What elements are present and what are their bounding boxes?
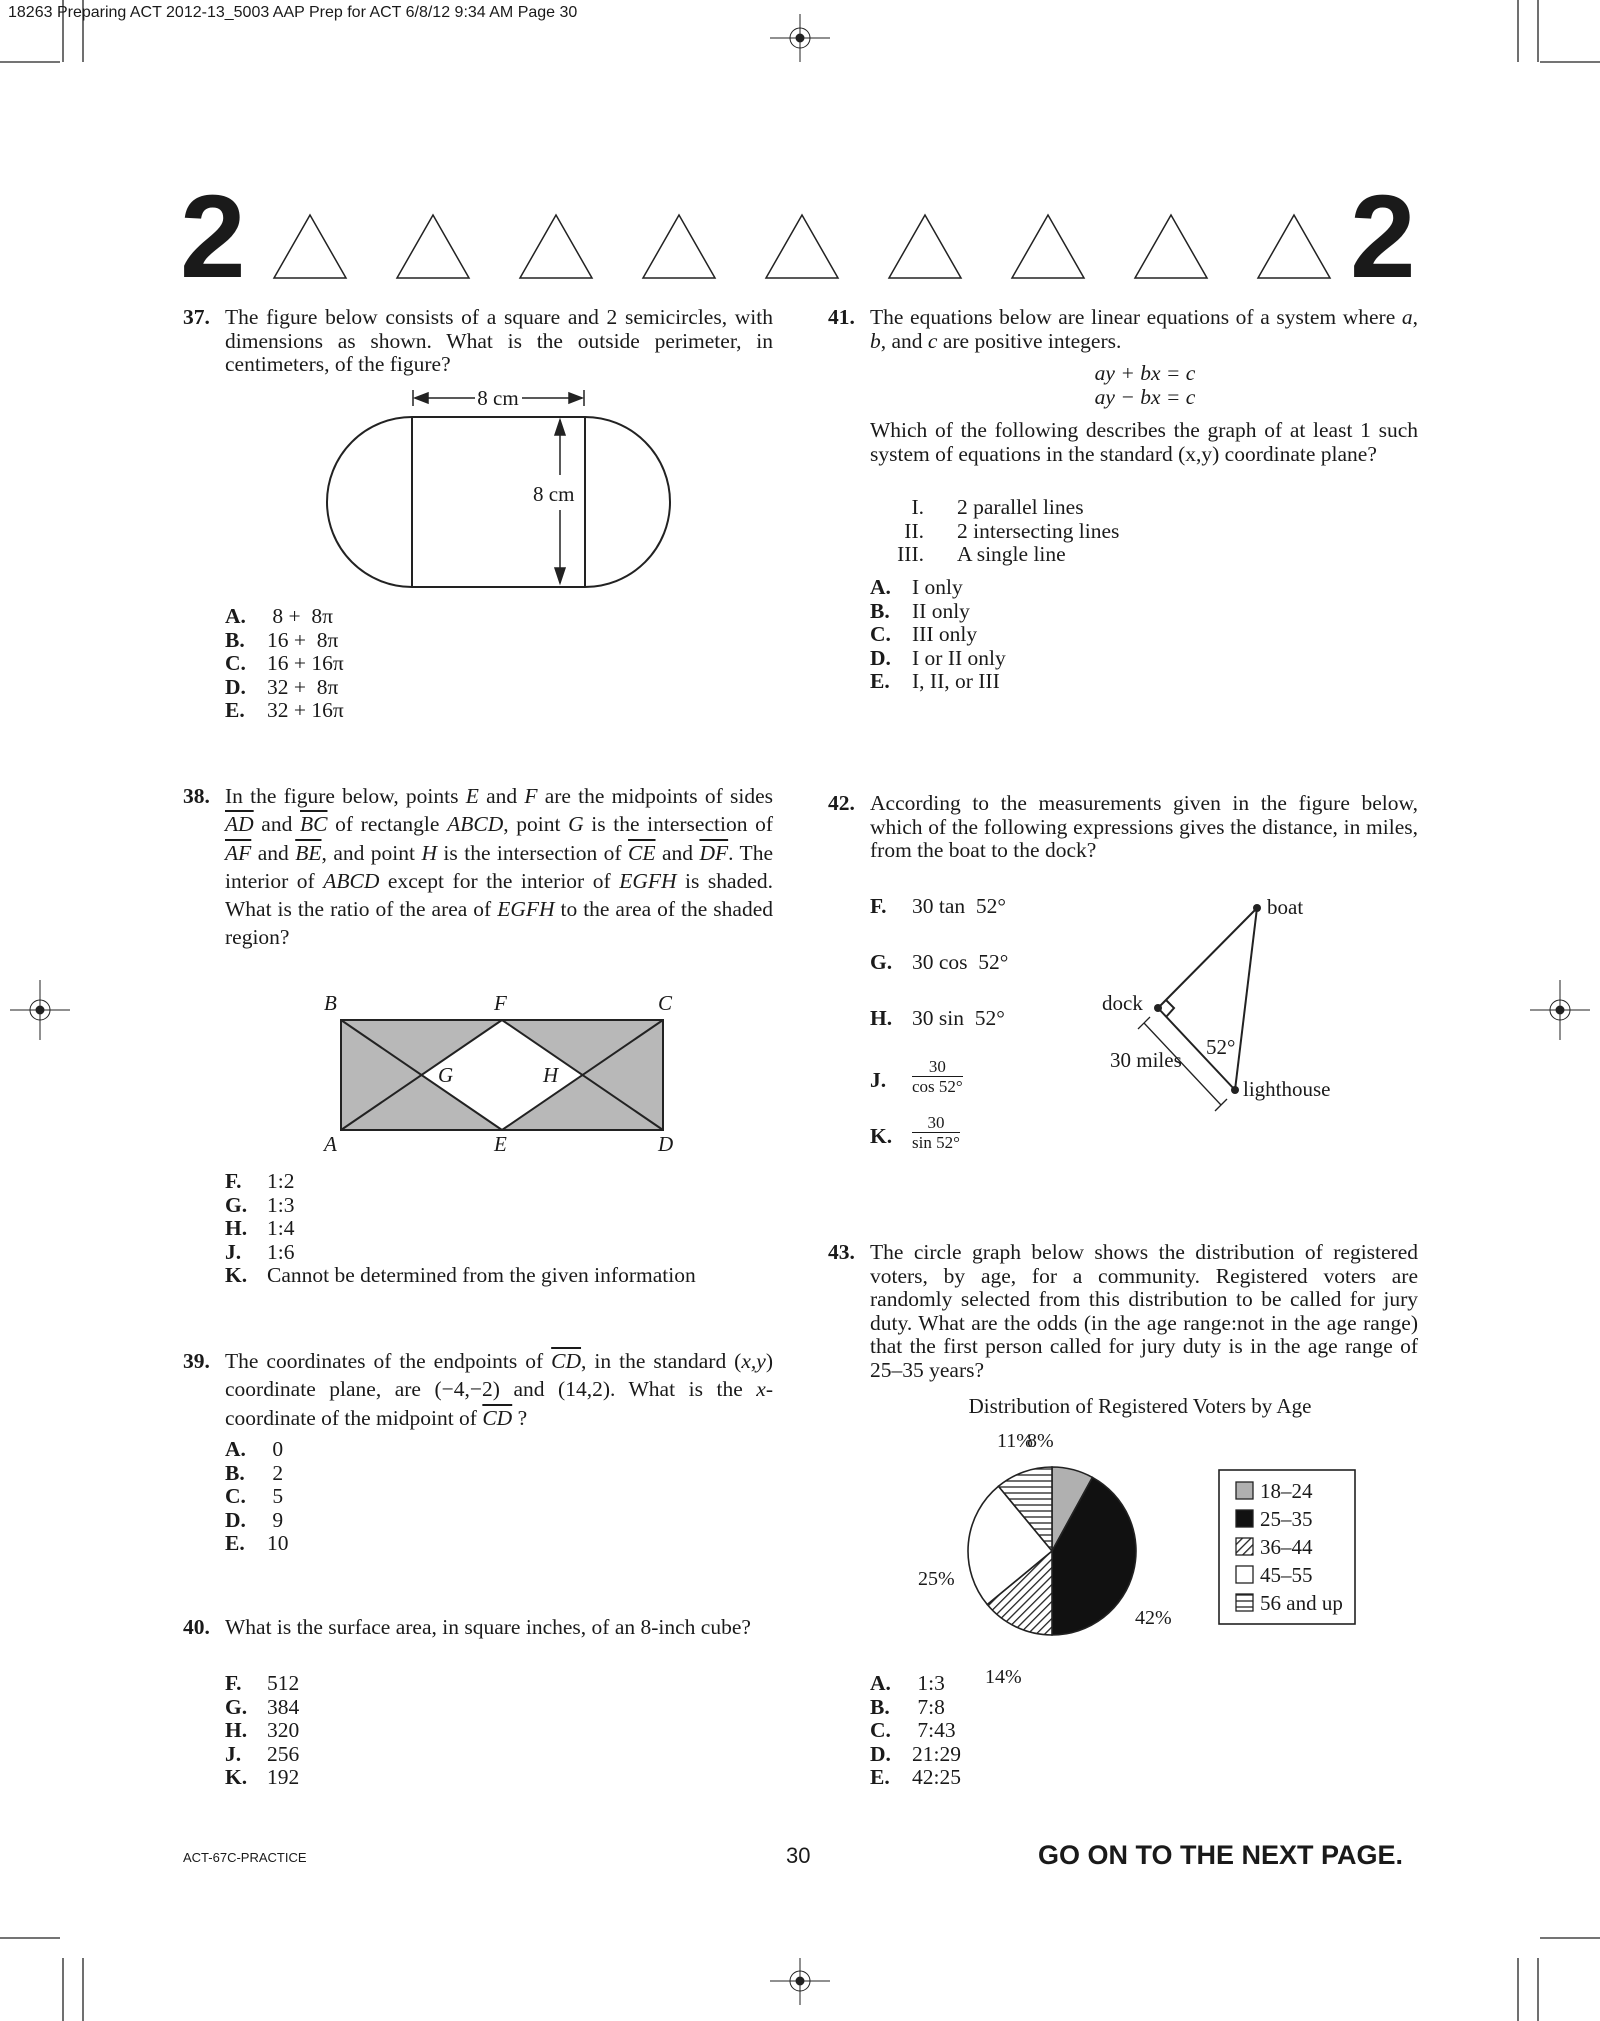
registration-mark-top	[770, 14, 830, 62]
question-37	[183, 306, 773, 376]
q42-answers	[870, 895, 1090, 1169]
q41-answers	[870, 576, 1170, 694]
answer-option[interactable]: E. 10	[225, 1531, 289, 1555]
fraction: $\frac{30}{\sin 52^\circ}$	[912, 1113, 960, 1152]
registration-mark-left	[10, 980, 70, 1040]
legend-label: 25–35	[1260, 1507, 1313, 1531]
legend-swatch	[1236, 1594, 1253, 1611]
vertex-label: E	[494, 1132, 507, 1156]
lighthouse-label: lighthouse	[1243, 1077, 1331, 1101]
question-41-text2: Which of the following describes the graph of at least 1 such system of equations in the standard (x,y) coordinate plane?	[870, 418, 1418, 466]
answer-option[interactable]: F. 1:2	[225, 1169, 295, 1193]
answer-option[interactable]: E. I, II, or III	[870, 669, 1000, 693]
question-39	[183, 1347, 773, 1437]
answer-option[interactable]: D. I or II only	[870, 645, 1006, 670]
answer-option[interactable]: C. III only	[870, 622, 978, 646]
question-number: 42.	[828, 791, 855, 815]
q39-answers	[225, 1438, 425, 1556]
answer-option[interactable]: A. 0	[225, 1437, 284, 1461]
question-text: The figure below consists of a square and 2 semicircles, with dimensions as shown. What is the outside perimeter, in centimeters, of the figure?	[225, 305, 773, 376]
question-text: According to the measurements given in the figure below, which of the following expressions gives the distance, in miles, from the boat to the dock?	[870, 791, 1418, 862]
q37-figure	[320, 380, 680, 590]
question-number: 40.	[183, 1615, 210, 1639]
triangle-icon	[643, 215, 715, 278]
vertex-label: G	[438, 1063, 454, 1087]
pie-chart	[900, 1430, 1380, 1688]
equation: ay + bx = c	[1094, 361, 1196, 385]
answer-option[interactable]: J. $\frac{30}{\cos 52^\circ}$	[870, 1057, 963, 1096]
answer-option[interactable]: F. 512	[225, 1671, 300, 1695]
q40-answers	[225, 1672, 425, 1790]
q42-figure	[1090, 880, 1390, 1120]
question-text: The circle graph below shows the distribution of registered voters, by age, for a community. Registered voters are randomly selected from this distribution to be called for jury duty. What are the odds (in the age range:not in the age range) that the first person called for jury duty is in the age range of 25–35 years?	[870, 1240, 1418, 1382]
legend-swatch	[1236, 1538, 1253, 1555]
answer-option[interactable]: H. 30 sin 52°	[870, 1006, 1005, 1030]
triangle-row	[270, 210, 1340, 290]
question-number: 43.	[828, 1240, 855, 1264]
answer-option[interactable]: G. 30 cos 52°	[870, 950, 1009, 974]
angle-label: 52°	[1206, 1035, 1236, 1059]
question-41	[828, 306, 1418, 356]
form-code: ACT-67C-PRACTICE	[183, 1850, 307, 1865]
legend-swatch	[1236, 1482, 1253, 1499]
answer-option[interactable]: D. 32 + 8π	[225, 674, 339, 699]
answer-option[interactable]: J. 256	[225, 1741, 300, 1766]
answer-option[interactable]: K. Cannot be determined from the given information	[225, 1263, 696, 1287]
answer-option[interactable]: B. 2	[225, 1460, 284, 1485]
q38-answers	[225, 1170, 785, 1288]
answer-option[interactable]: B. 7:8	[870, 1694, 945, 1719]
print-slug: 18263 Preparing ACT 2012-13_5003 AAP Prep for ACT 6/8/12 9:34 AM Page 30	[8, 4, 578, 21]
section-number-right: 2	[1350, 171, 1416, 303]
triangle-icon	[889, 215, 961, 278]
triangle-icon	[1135, 215, 1207, 278]
legend-swatch	[1236, 1566, 1253, 1583]
vertex-label: C	[658, 991, 673, 1015]
legend-label: 45–55	[1260, 1563, 1313, 1587]
page-number: 30	[786, 1843, 811, 1868]
answer-option[interactable]: D. 9	[225, 1507, 284, 1532]
q37-answers	[225, 605, 525, 723]
slice-percent-label: 11%	[997, 1430, 1033, 1452]
question-43	[828, 1241, 1418, 1381]
q43-answers	[870, 1672, 1120, 1790]
distance-label: 30 miles	[1110, 1048, 1182, 1072]
answer-option[interactable]: B. II only	[870, 598, 970, 623]
answer-option[interactable]: E. 32 + 16π	[225, 698, 344, 722]
legend-label: 36–44	[1260, 1535, 1313, 1559]
triangle-icon	[520, 215, 592, 278]
slice-percent-label: 14%	[985, 1666, 1022, 1688]
slice-percent-label: 25%	[918, 1568, 955, 1590]
answer-option[interactable]: H. 320	[225, 1718, 300, 1742]
answer-option[interactable]: F. 30 tan 52°	[870, 894, 1006, 918]
triangle-icon	[1258, 215, 1330, 278]
question-number: 39.	[183, 1349, 210, 1373]
answer-option[interactable]: K. 192	[225, 1765, 300, 1789]
boat-label: boat	[1267, 895, 1304, 919]
legend-swatch	[1236, 1510, 1253, 1527]
legend-label: 56 and up	[1260, 1591, 1343, 1615]
answer-option[interactable]: D. 21:29	[870, 1741, 961, 1766]
vertex-label: H	[543, 1063, 559, 1087]
answer-option[interactable]: A. 8 + 8π	[225, 604, 333, 628]
slice-percent-label: 42%	[1135, 1607, 1172, 1629]
question-text: The equations below are linear equations of a system where a, b, and c are positive integers.	[870, 305, 1418, 353]
equation: ay − bx = c	[1094, 384, 1196, 409]
answer-option[interactable]: J. 1:6	[225, 1239, 295, 1264]
section-number-left: 2	[180, 171, 246, 303]
roman-list: I. 2 parallel lines II. 2 intersecting lines III. A single line	[897, 495, 1120, 566]
answer-option[interactable]: H. 1:4	[225, 1216, 295, 1240]
answer-option[interactable]: C. 16 + 16π	[225, 651, 344, 675]
answer-option[interactable]: A. 1:3	[870, 1671, 945, 1695]
registration-mark-bottom	[770, 1958, 830, 2005]
vertex-label: D	[658, 1132, 674, 1156]
legend-label: 18–24	[1260, 1479, 1313, 1503]
chart-title: Distribution of Registered Voters by Age	[968, 1394, 1312, 1418]
answer-option[interactable]: K. $\frac{30}{\sin 52^\circ}$	[870, 1113, 960, 1152]
dock-label: dock	[1102, 991, 1143, 1015]
question-number: 41.	[828, 305, 855, 329]
question-text: In the figure below, points E and F are the midpoints of sides $\overline{AD}$ and $\overline{BC}$ of rectangle ABCD, point G is the intersection of $\overline{AF}$ and $\overline{BE}$, and point H is the intersection of $\overline{CE}$ and $\overline{DF}$. The interior of ABCD except for the interior of EGFH is shaded. What is the ratio of the area of EGFH to the area of the shaded region?	[225, 784, 773, 950]
question-text: The coordinates of the endpoints of $\overline{CD}$, in the standard (x,y) coordinate plane, are (−4,−2) and (14,2). What is the x-coordinate of the midpoint of $\overline{CD}$ ?	[225, 1349, 773, 1430]
triangle-icon	[1012, 215, 1084, 278]
slice-percent-label: 8%	[1027, 1430, 1054, 1452]
equation-system	[1000, 362, 1290, 409]
question-text: What is the surface area, in square inches, of an 8-inch cube?	[225, 1615, 751, 1639]
question-number: 38.	[183, 784, 210, 808]
answer-option[interactable]: C. 5	[225, 1484, 284, 1508]
question-42	[828, 792, 1418, 867]
q38-figure	[310, 985, 690, 1160]
answer-option[interactable]: G. 384	[225, 1694, 300, 1719]
top-dimension-label: 8 cm	[477, 386, 519, 410]
vertex-label: B	[324, 991, 337, 1015]
vertex-label: F	[494, 991, 507, 1015]
answer-option[interactable]: B. 16 + 8π	[225, 627, 339, 652]
answer-option[interactable]: G. 1:3	[225, 1192, 295, 1217]
fraction: $\frac{30}{\cos 52^\circ}$	[912, 1057, 963, 1096]
question-40	[183, 1616, 773, 1666]
answer-option[interactable]: C. 7:43	[870, 1718, 956, 1742]
side-dimension-label: 8 cm	[533, 482, 575, 506]
question-38	[183, 782, 773, 982]
next-page-notice: GO ON TO THE NEXT PAGE.	[1038, 1840, 1404, 1870]
answer-option[interactable]: A. I only	[870, 575, 963, 599]
triangle-icon	[274, 215, 346, 278]
registration-mark-right	[1530, 980, 1590, 1040]
triangle-icon	[397, 215, 469, 278]
question-number: 37.	[183, 305, 210, 329]
triangle-icon	[766, 215, 838, 278]
answer-option[interactable]: E. 42:25	[870, 1765, 961, 1789]
vertex-label: A	[324, 1132, 337, 1156]
